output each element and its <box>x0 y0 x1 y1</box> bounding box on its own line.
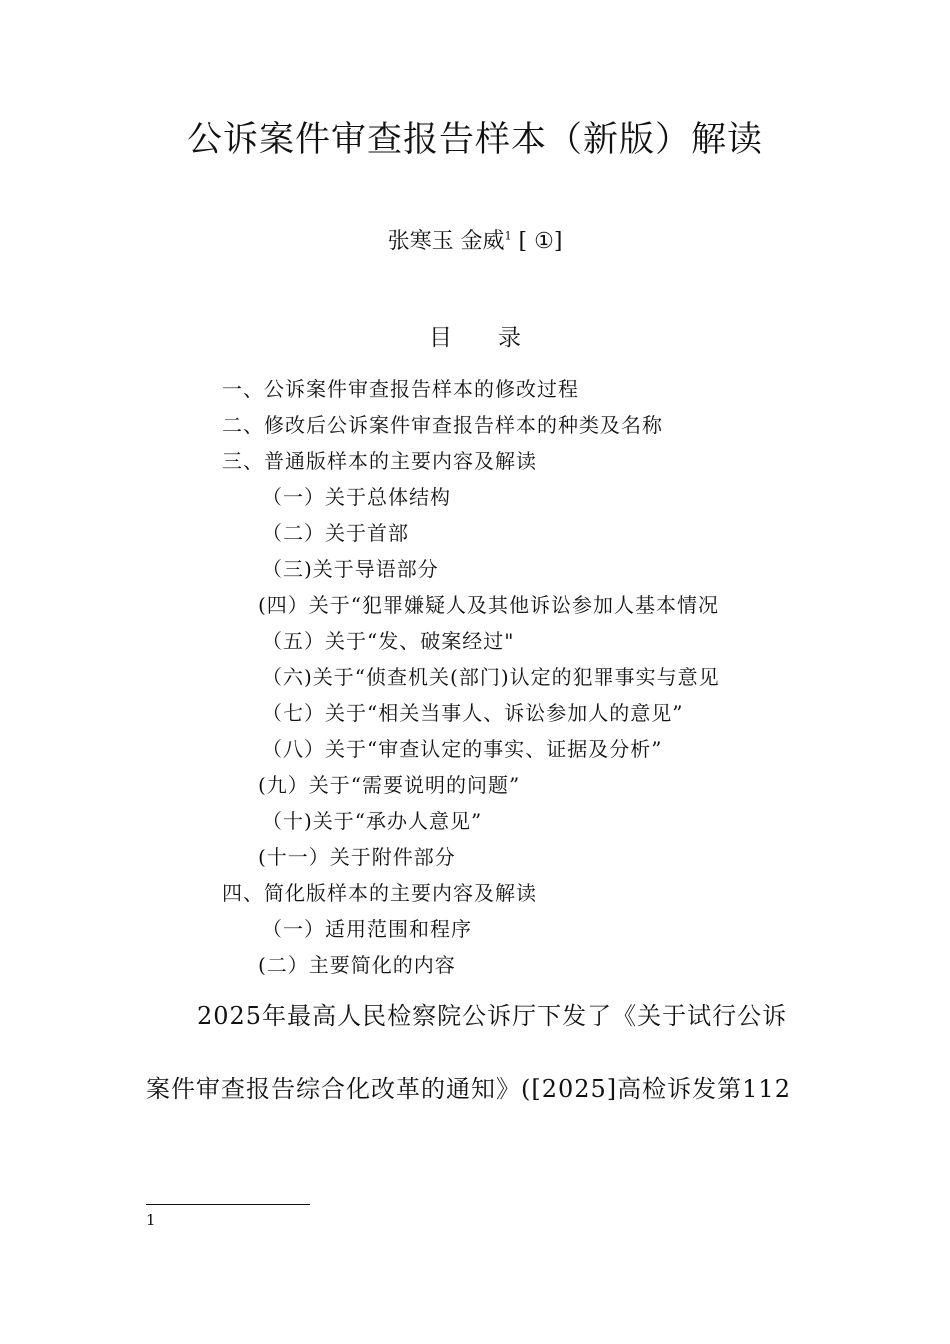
author-names: 张寒玉 金威 <box>387 229 505 254</box>
body-line-2: 案件审查报告综合化改革的通知》([2025]高检诉发第112 <box>146 1075 791 1103</box>
body-line-1: 2025年最高人民检察院公诉厅下发了《关于试行公诉 <box>197 1002 788 1030</box>
toc-item-3-8[interactable]: （八）关于“审查认定的事实、证据及分析” <box>262 737 663 761</box>
toc-item-3-9[interactable]: (九）关于“需要说明的问题” <box>258 773 521 797</box>
toc-item-3-10[interactable]: （十)关于“承办人意见” <box>262 809 483 833</box>
toc-item-3-2[interactable]: （二）关于首部 <box>262 521 409 545</box>
document-title: 公诉案件审查报告样本（新版）解读 <box>186 120 763 160</box>
toc-item-3-6[interactable]: （六)关于“侦查机关(部门)认定的犯罪事实与意见 <box>262 665 720 689</box>
toc-item-4-2[interactable]: (二）主要简化的内容 <box>258 953 456 977</box>
toc-item-3-7[interactable]: （七）关于“相关当事人、诉讼参加人的意见” <box>262 701 684 725</box>
toc-item-3-4[interactable]: (四）关于“犯罪嫌疑人及其他诉讼参加人基本情况 <box>258 593 720 617</box>
toc-item-3-11[interactable]: (十一）关于附件部分 <box>258 845 456 869</box>
footnote-number: 1 <box>146 1211 156 1229</box>
footnote-separator <box>146 1204 310 1205</box>
toc-item-3-5[interactable]: （五）关于“发、破案经过" <box>262 629 515 653</box>
toc-heading: 目录 <box>429 325 567 351</box>
toc-item-1[interactable]: 一、公诉案件审查报告样本的修改过程 <box>222 377 579 401</box>
toc-item-4-1[interactable]: （一）适用范围和程序 <box>262 917 472 941</box>
toc-item-3-3[interactable]: （三)关于导语部分 <box>262 557 439 581</box>
toc-item-3-1[interactable]: （一）关于总体结构 <box>262 485 451 509</box>
author-note-ref[interactable]: [ ①] <box>511 229 563 254</box>
document-authors <box>0 227 950 257</box>
toc-item-2[interactable]: 二、修改后公诉案件审查报告样本的种类及名称 <box>222 413 663 437</box>
toc-item-4[interactable]: 四、简化版样本的主要内容及解读 <box>222 881 537 905</box>
toc-item-3[interactable]: 三、普通版样本的主要内容及解读 <box>222 449 537 473</box>
author-footnote-mark[interactable]: 1 <box>504 229 512 243</box>
